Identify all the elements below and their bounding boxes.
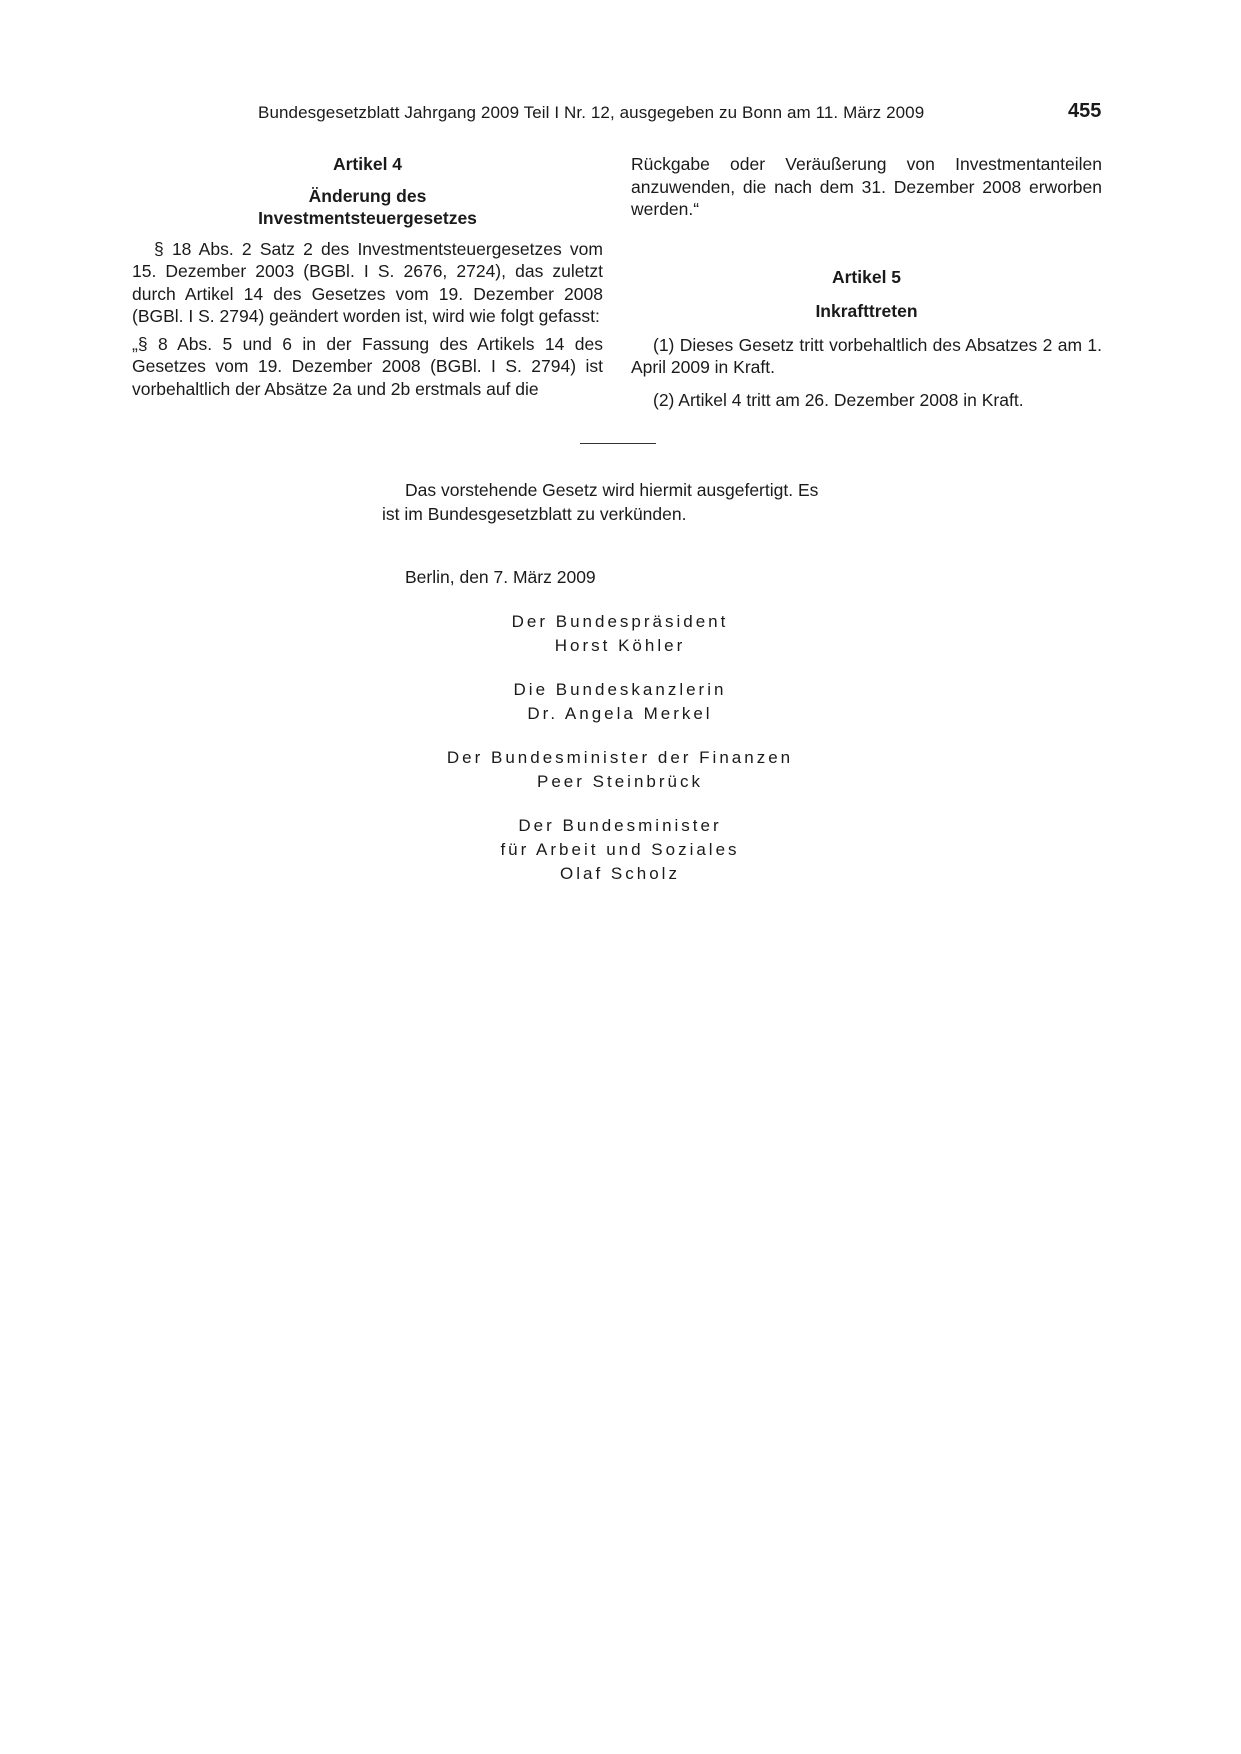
article-4-number: Artikel 4 bbox=[332, 154, 403, 174]
signatory-name: Olaf Scholz bbox=[560, 864, 680, 883]
section-divider bbox=[580, 443, 656, 444]
signatory-office: Der Bundespräsident bbox=[511, 612, 729, 631]
signatory-office: Der Bundesminister der Finanzen bbox=[446, 748, 794, 767]
article-4-paragraph: § 18 Abs. 2 Satz 2 des Investmentsteuergesetzes vom 15. Dezember 2003 (BGBl. I S. 2676, 2724), das zuletzt durch Artikel 14 des Gesetzes vom 19. Dezember 2008 (BGBl. I S. 2794) geändert worden ist, wird wie folgt gefasst: bbox=[132, 238, 603, 326]
place-date: Berlin, den 7. März 2009 bbox=[405, 567, 596, 587]
signatory bbox=[370, 746, 870, 794]
signatories bbox=[370, 610, 870, 906]
signatory bbox=[370, 678, 870, 726]
article-4-quoted-text-continuation: Rückgabe oder Veräußerung von Investmentanteilen anzuwenden, die nach dem 31. Dezember 2008 erworben werden.“ bbox=[631, 154, 1102, 219]
running-header-title: Bundesgesetzblatt Jahrgang 2009 Teil I Nr. 12, ausgegeben zu Bonn am 11. März 2009 bbox=[258, 103, 925, 122]
article-5-title: Inkrafttreten bbox=[815, 301, 918, 321]
article-4-quoted-text: „§ 8 Abs. 5 und 6 in der Fassung des Artikels 14 des Gesetzes vom 19. Dezember 2008 (BGBl. I S. 2794) ist vorbehaltlich der Absätze 2a und 2b erstmals auf die bbox=[132, 333, 603, 399]
left-column bbox=[132, 153, 603, 400]
promulgation-clause bbox=[382, 478, 862, 526]
signatory-office: Der Bundesminister bbox=[518, 816, 722, 835]
page-number: 455 bbox=[1068, 100, 1102, 122]
signatory-name: Peer Steinbrück bbox=[537, 772, 703, 791]
signatory-office-line-2: für Arbeit und Soziales bbox=[500, 840, 740, 859]
promulgation-line-2: ist im Bundesgesetzblatt zu verkünden. bbox=[382, 504, 687, 524]
right-column bbox=[631, 153, 1102, 411]
signatory bbox=[370, 814, 870, 886]
article-5-number: Artikel 5 bbox=[831, 266, 902, 287]
signatory-name: Horst Köhler bbox=[554, 636, 686, 655]
promulgation-line-1: Das vorstehende Gesetz wird hiermit ausgefertigt. Es bbox=[405, 480, 819, 500]
article-4-title-line1: Änderung des bbox=[308, 185, 427, 206]
article-5-paragraph-1: (1) Dieses Gesetz tritt vorbehaltlich des Absatzes 2 am 1. April 2009 in Kraft. bbox=[631, 334, 1102, 377]
page-header bbox=[0, 100, 1241, 124]
signatory-name: Dr. Angela Merkel bbox=[527, 704, 713, 723]
article-5-paragraph-2: (2) Artikel 4 tritt am 26. Dezember 2008 in Kraft. bbox=[653, 389, 1024, 410]
signatory bbox=[370, 610, 870, 658]
article-4-title-line2: Investmentsteuergesetzes bbox=[258, 208, 477, 228]
signatory-office: Die Bundeskanzlerin bbox=[513, 680, 727, 699]
